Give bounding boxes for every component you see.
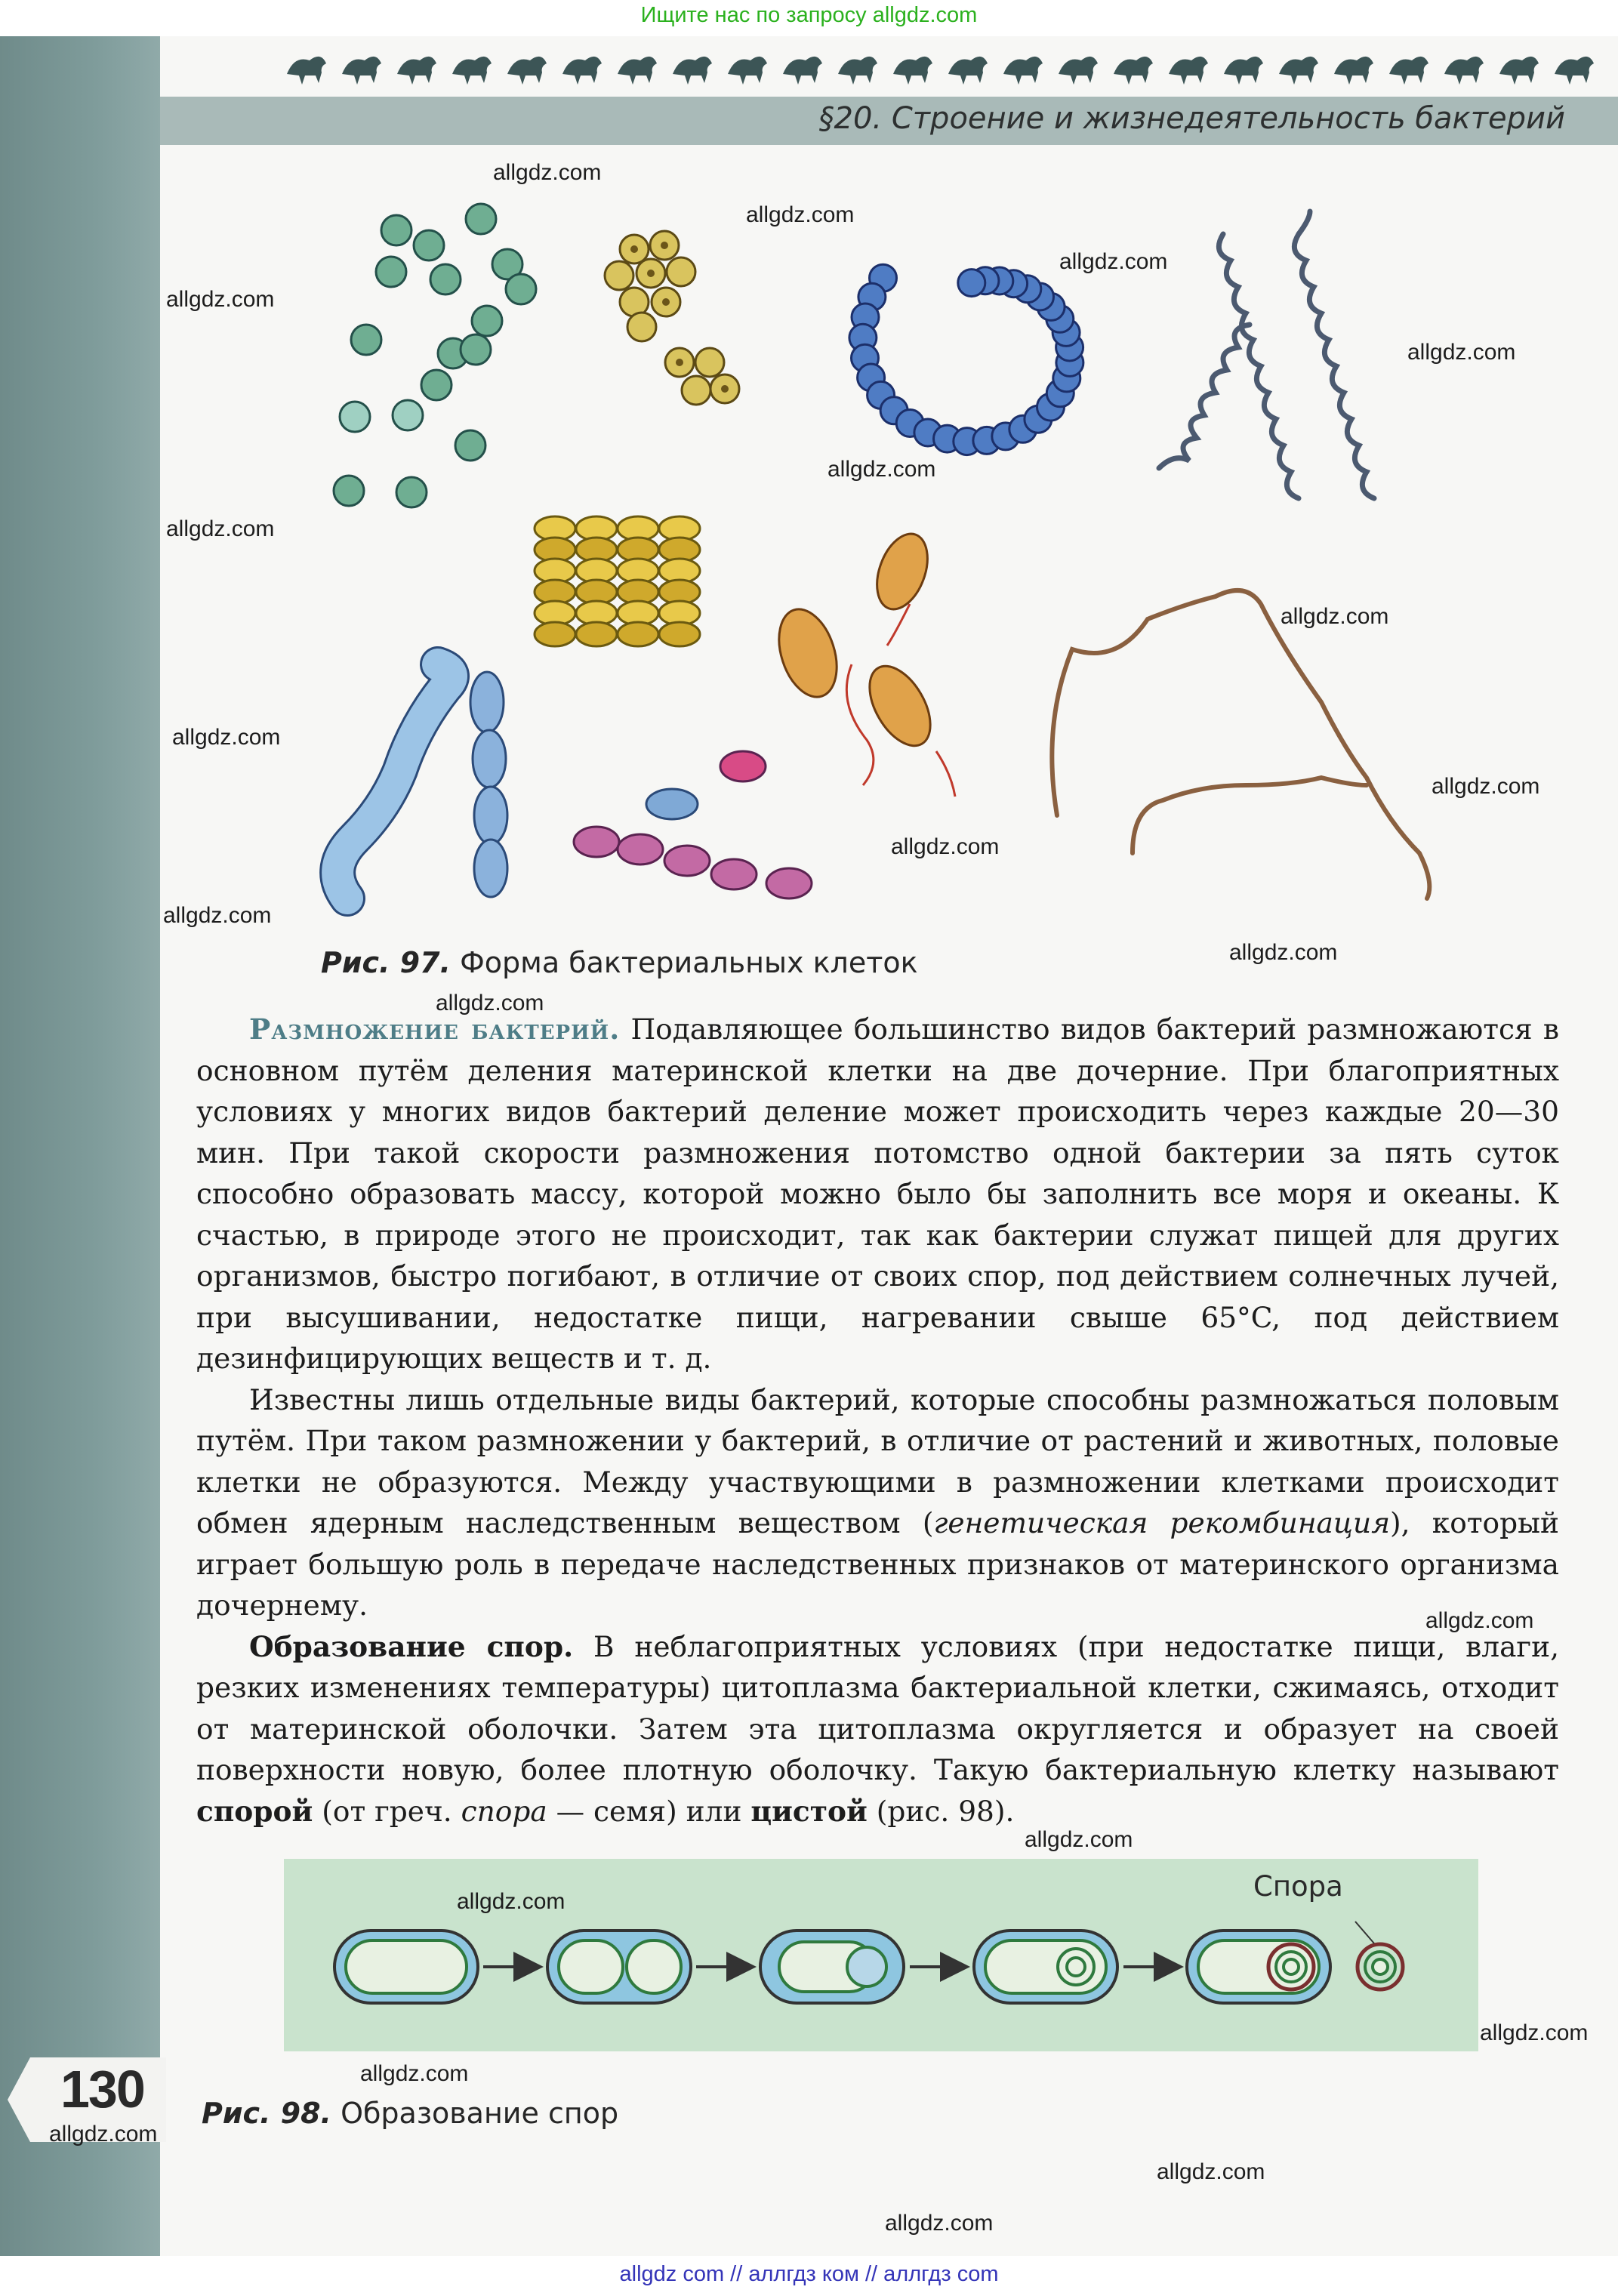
watermark: allgdz.com <box>360 2061 469 2086</box>
watermark: allgdz.com <box>166 287 275 312</box>
animal-silhouette-icon <box>1114 57 1153 85</box>
figure-98-caption <box>202 2097 618 2130</box>
watermark: allgdz.com <box>436 991 544 1015</box>
watermark: allgdz.com <box>1407 340 1516 365</box>
bottom-links[interactable]: allgdz com // аллгдз ком // аллгдз com <box>619 2262 999 2286</box>
spore-stage-4 <box>974 1931 1117 2003</box>
term-cyst: цистой <box>750 1794 868 1828</box>
animal-silhouette-strip <box>279 44 1616 89</box>
watermark: allgdz.com <box>827 457 936 482</box>
sarcina-illustration <box>605 231 739 405</box>
figure-97-illustration <box>160 159 1618 921</box>
stacked-cell <box>535 622 575 646</box>
figure-97-title: Форма бактериальных клеток <box>460 946 918 979</box>
watermark: allgdz.com <box>1425 1608 1534 1633</box>
animal-silhouette-icon <box>1444 57 1484 85</box>
watermark: allgdz.com <box>1025 1827 1133 1852</box>
heading-reproduction: Размножение бактерий. <box>249 1012 621 1046</box>
paragraph-spore-text-a: В неблагоприятных условиях (при недостатке пищи, влаги, резких изменениях температуры) цитоплазма бактериальной клетки, сжимаясь, отходит от материнской оболочки. Затем эта цитоплазма округляется и образует на своей поверхности новую, более плотную оболочку. Такую бактериальную клетку называют <box>196 1629 1559 1786</box>
spore-stage-2 <box>547 1931 691 2003</box>
animal-silhouette-icon <box>397 57 436 85</box>
flagellated-rods-illustration <box>769 527 955 797</box>
spore-stage-3 <box>760 1931 904 2003</box>
bacilli-illustration <box>337 664 812 898</box>
page-number: 130 <box>60 2060 144 2119</box>
animal-silhouette-icon <box>1499 57 1539 85</box>
animal-silhouette-icon <box>562 57 602 85</box>
animal-silhouette-icon <box>1334 57 1373 85</box>
term-greek-spora: спора <box>461 1794 547 1828</box>
watermark: allgdz.com <box>457 1889 566 1914</box>
figure-97-caption <box>321 946 918 979</box>
watermark: allgdz.com <box>163 903 272 928</box>
watermark: allgdz.com <box>1432 774 1540 799</box>
animal-silhouette-icon <box>948 57 988 85</box>
watermark: allgdz.com <box>166 516 275 541</box>
animal-silhouette-icon <box>287 57 326 85</box>
main-text <box>196 1009 1559 1832</box>
animal-silhouette-icon <box>728 57 767 85</box>
term-spore: спорой <box>196 1794 313 1828</box>
animal-silhouette-icon <box>893 57 932 85</box>
cocci-illustration <box>334 204 536 507</box>
animal-silhouette-icon <box>452 57 492 85</box>
spirochetes-illustration <box>1052 590 1429 898</box>
paragraph-reproduction-text: Подавляющее большинство видов бактерий размножаются в основном путём деления материнской клетки на две дочерние. При благоприятных условиях у многих видов бактерий деление может происходить через каждые 20—30 мин. При такой скорости размножения потомство одной бактерии за пять суток способно образовать массу, которой можно было бы заполнить все моря и океаны. К счастью, в природе этого не происходит, так как бактерии служат пищей для других организмов, быстро погибают, в отличие от своих спор, под действием солнечных лучей, при высушивании, недостатке пищи, нагревании свыше 65°C, под действием дезинфицирующих веществ и т. д. <box>196 1012 1559 1375</box>
watermark: allgdz.com <box>1157 2159 1265 2184</box>
paragraph-spore-text-b: (от греч. <box>313 1794 461 1828</box>
watermark: allgdz.com <box>49 2122 158 2147</box>
spore-stage-1 <box>334 1931 478 2003</box>
paragraph-spore-text-d: (рис. 98). <box>867 1794 1015 1828</box>
paragraph-reproduction <box>196 1009 1559 1379</box>
watermark: allgdz.com <box>1480 2020 1589 2045</box>
spore-stage-5 <box>1187 1931 1330 2003</box>
stacked-cell <box>659 622 700 646</box>
streptococcus-cell <box>958 270 985 297</box>
animal-silhouette-icon <box>1169 57 1208 85</box>
paragraph-spore-formation <box>196 1626 1559 1832</box>
paragraph-sexual-reproduction <box>196 1379 1559 1626</box>
watermark: allgdz.com <box>746 202 855 227</box>
term-genetic-recombination: генетическая рекомбинация <box>933 1506 1391 1539</box>
spirilla-illustration <box>1159 211 1374 498</box>
spore-label: Спора <box>1253 1870 1343 1903</box>
watermark: allgdz.com <box>1281 604 1389 629</box>
animal-silhouette-icon <box>618 57 657 85</box>
animal-silhouette-icon <box>783 57 822 85</box>
animal-silhouette-icon <box>507 57 547 85</box>
stacked-cocci-illustration <box>535 516 700 646</box>
watermark: allgdz.com <box>1059 249 1168 274</box>
animal-silhouette-icon <box>1389 57 1428 85</box>
left-page-band <box>0 36 160 2256</box>
animal-silhouette-icon <box>1003 57 1043 85</box>
watermark: allgdz.com <box>493 160 602 185</box>
stacked-cell <box>576 622 617 646</box>
animal-silhouette-icon <box>838 57 877 85</box>
animal-silhouette-icon <box>1555 57 1594 85</box>
animal-silhouette-icon <box>1224 57 1263 85</box>
watermark: allgdz.com <box>885 2211 994 2236</box>
watermark: allgdz.com <box>891 834 1000 859</box>
top-ad-text[interactable]: Ищите нас по запросу allgdz.com <box>640 3 978 27</box>
stacked-cell <box>618 622 658 646</box>
watermark: allgdz.com <box>172 725 281 750</box>
figure-98-label: Рис. 98. <box>202 2097 331 2130</box>
heading-spore-formation: Образование спор. <box>249 1629 574 1663</box>
section-title: §20. Строение и жизнедеятельность бактерий <box>818 101 1565 136</box>
paragraph-spore-text-c: — семя) или <box>547 1794 751 1828</box>
animal-silhouette-icon <box>1279 57 1318 85</box>
figure-98-title: Образование спор <box>341 2097 619 2130</box>
paragraph-sexual-text-b: ), который играет большую роль в передаче наследственных признаков от материнского организма дочернему. <box>196 1506 1559 1622</box>
animal-silhouette-icon <box>1059 57 1098 85</box>
paragraph-sexual-text-a: Известны лишь отдельные виды бактерий, которые способны размножаться половым путём. При таком размножении у бактерий, в отличие от растений и животных, половые клетки не образуются. Между участвующими в размножении клетками происходит обмен ядерным наследственным веществом ( <box>196 1382 1559 1539</box>
animal-silhouette-icon <box>673 57 712 85</box>
watermark: allgdz.com <box>1229 940 1338 965</box>
free-spore <box>1355 1922 1403 1989</box>
streptococci-illustration <box>849 264 1083 455</box>
figure-97-label: Рис. 97. <box>321 946 451 979</box>
animal-silhouette-icon <box>342 57 381 85</box>
